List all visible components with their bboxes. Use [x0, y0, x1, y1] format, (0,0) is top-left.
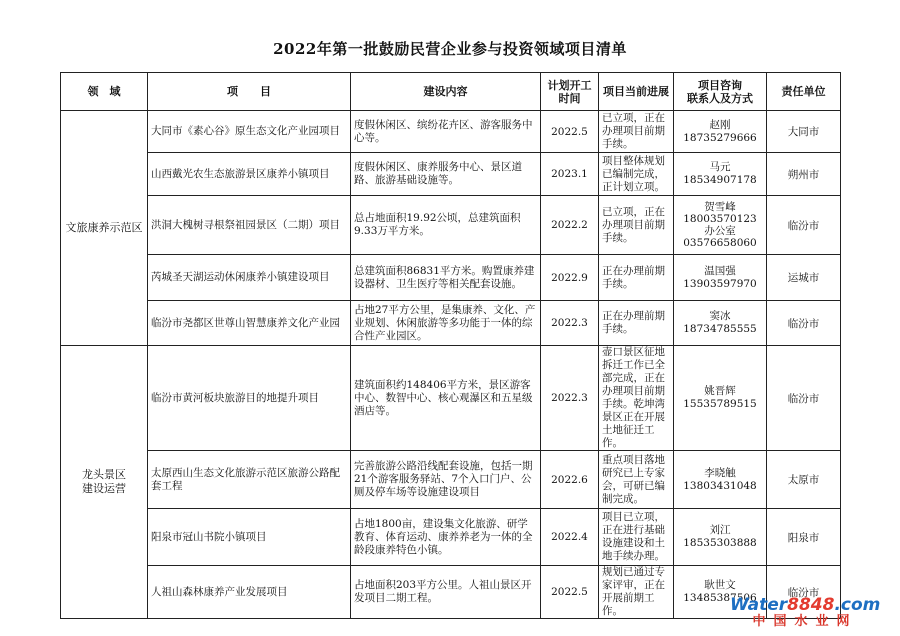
progress-cell: 规划已通过专家评审，正在开展前期工作。	[599, 566, 674, 619]
table-row	[61, 255, 841, 301]
progress-cell: 项目整体规划已编制完成，正计划立项。	[599, 153, 674, 196]
watermark-brand-domain: .com	[834, 595, 881, 615]
table-row	[61, 451, 841, 509]
start-cell: 2022.9	[541, 255, 599, 301]
table-row	[61, 153, 841, 196]
progress-cell: 已立项，正在办理项目前期手续。	[599, 196, 674, 255]
start-cell: 2022.3	[541, 301, 599, 346]
content-cell: 建筑面积约148406平方米，景区游客中心、数智中心、核心观瀑区和五星级酒店等。	[351, 346, 541, 451]
project-table	[60, 72, 841, 619]
start-cell: 2022.4	[541, 509, 599, 566]
project-cell: 临汾市黄河板块旅游目的地提升项目	[148, 346, 351, 451]
progress-cell: 项目已立项，正在进行基础设施建设和土地手续办理。	[599, 509, 674, 566]
watermark-brand-word: Water	[730, 595, 788, 615]
unit-cell: 朔州市	[767, 153, 841, 196]
content-cell: 度假休闲区、缤纷花卉区、游客服务中心等。	[351, 111, 541, 153]
table-row	[61, 301, 841, 346]
unit-cell: 临汾市	[767, 346, 841, 451]
contact-cell: 赵刚 18735279666	[674, 111, 767, 153]
col-header-field: 领 域	[61, 73, 148, 111]
watermark-brand	[730, 596, 880, 614]
unit-cell: 临汾市	[767, 566, 841, 619]
watermark-brand-number: 8848	[787, 595, 835, 615]
table-row	[61, 566, 841, 619]
col-header-progress: 项目当前进展	[599, 73, 674, 111]
contact-cell: 刘江 18535303888	[674, 509, 767, 566]
unit-cell: 临汾市	[767, 196, 841, 255]
start-cell: 2022.6	[541, 451, 599, 509]
watermark-logo	[730, 596, 880, 630]
content-cell: 占地面积203平方公里。人祖山景区开发项目二期工程。	[351, 566, 541, 619]
category-cell: 文旅康养示范区	[61, 111, 148, 346]
col-header-unit: 责任单位	[767, 73, 841, 111]
content-cell: 占地27平方公里，是集康养、文化、产业规划、休闲旅游等多功能于一体的综合性产业园区。	[351, 301, 541, 346]
start-cell: 2022.2	[541, 196, 599, 255]
progress-cell: 正在办理前期手续。	[599, 255, 674, 301]
col-header-contact: 项目咨询 联系人及方式	[674, 73, 767, 111]
contact-cell: 马元 18534907178	[674, 153, 767, 196]
contact-cell: 姚晋辉 15535789515	[674, 346, 767, 451]
progress-cell: 重点项目落地研究已上专家会，可研已编制完成。	[599, 451, 674, 509]
contact-cell: 温国强 13903597970	[674, 255, 767, 301]
project-cell: 山西戴光农生态旅游景区康养小镇项目	[148, 153, 351, 196]
table-row	[61, 346, 841, 451]
page-title: 2022年第一批鼓励民营企业参与投资领域项目清单	[273, 40, 627, 58]
start-cell: 2023.1	[541, 153, 599, 196]
content-cell: 占地1800亩，建设集文化旅游、研学教育、体育运动、康养养老为一体的全龄段康养特色小镇。	[351, 509, 541, 566]
contact-cell: 李晓触 13803431048	[674, 451, 767, 509]
content-cell: 总建筑面积86831平方米。购置康养建设器材、卫生医疗等相关配套设施。	[351, 255, 541, 301]
table-row	[61, 196, 841, 255]
table-row	[61, 509, 841, 566]
unit-cell: 太原市	[767, 451, 841, 509]
project-cell: 大同市《素心谷》原生态文化产业园项目	[148, 111, 351, 153]
header-row	[61, 73, 841, 111]
category-cell: 龙头景区 建设运营	[61, 346, 148, 619]
contact-cell: 贺雪峰 18003570123 办公室 03576658060	[674, 196, 767, 255]
content-cell: 度假休闲区、康养服务中心、景区道路、旅游基础设施等。	[351, 153, 541, 196]
project-cell: 阳泉市冠山书院小镇项目	[148, 509, 351, 566]
start-cell: 2022.3	[541, 346, 599, 451]
unit-cell: 阳泉市	[767, 509, 841, 566]
unit-cell: 大同市	[767, 111, 841, 153]
contact-cell: 耿世文 13485387506	[674, 566, 767, 619]
unit-cell: 临汾市	[767, 301, 841, 346]
project-cell: 洪洞大槐树寻根祭祖园景区（二期）项目	[148, 196, 351, 255]
col-header-content: 建设内容	[351, 73, 541, 111]
project-cell: 临汾市尧都区世尊山智慧康养文化产业园	[148, 301, 351, 346]
contact-cell: 窦冰 18734785555	[674, 301, 767, 346]
start-cell: 2022.5	[541, 111, 599, 153]
progress-cell: 已立项，正在办理项目前期手续。	[599, 111, 674, 153]
progress-cell: 壶口景区征地拆迁工作已全部完成，正在办理项目前期手续。乾坤湾景区正在开展土地征迁工作。	[599, 346, 674, 451]
col-header-project: 项 目	[148, 73, 351, 111]
content-cell: 完善旅游公路沿线配套设施，包括一期21个游客服务驿站、7个入口门户、公厕及停车场等设施建设项目	[351, 451, 541, 509]
content-cell: 总占地面积19.92公顷，总建筑面积9.33万平方米。	[351, 196, 541, 255]
unit-cell: 运城市	[767, 255, 841, 301]
progress-cell: 正在办理前期手续。	[599, 301, 674, 346]
start-cell: 2022.5	[541, 566, 599, 619]
watermark-site-name: 中国水业网	[752, 614, 858, 629]
project-cell: 人祖山森林康养产业发展项目	[148, 566, 351, 619]
project-cell: 芮城圣天湖运动休闲康养小镇建设项目	[148, 255, 351, 301]
project-cell: 太原西山生态文化旅游示范区旅游公路配套工程	[148, 451, 351, 509]
table-row	[61, 111, 841, 153]
col-header-start: 计划开工 时间	[541, 73, 599, 111]
